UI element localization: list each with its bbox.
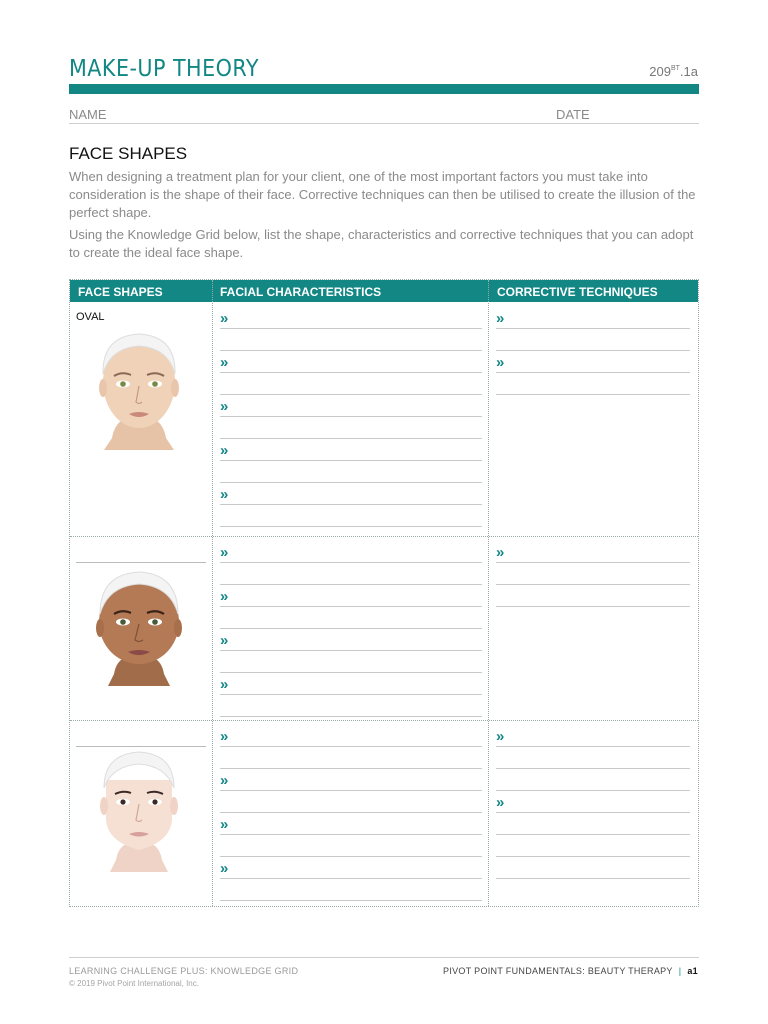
write-line[interactable] [496, 606, 690, 607]
date-label: DATE [556, 107, 590, 122]
write-line[interactable] [220, 606, 482, 607]
bullet-marker: » [220, 816, 229, 833]
name-date-row [69, 107, 699, 124]
dark-skin-face-illustration [94, 570, 184, 686]
write-line[interactable] [496, 856, 690, 857]
footer-separator: | [678, 966, 682, 976]
bullet-marker: » [496, 728, 505, 745]
write-line[interactable] [496, 746, 690, 747]
shape-name-oval: OVAL [76, 311, 105, 323]
write-line[interactable] [496, 768, 690, 769]
bullet-marker: » [220, 676, 229, 693]
write-line[interactable] [220, 672, 482, 673]
write-line[interactable] [220, 900, 482, 901]
row-divider [70, 720, 698, 721]
write-line[interactable] [220, 694, 482, 695]
write-line[interactable] [220, 878, 482, 879]
write-line[interactable] [220, 746, 482, 747]
write-line[interactable] [220, 504, 482, 505]
write-line[interactable] [220, 438, 482, 439]
page-code: $209^{BT}.1a$ [649, 64, 698, 79]
footer-right [443, 966, 698, 976]
bullet-marker: » [496, 544, 505, 561]
knowledge-grid [69, 279, 699, 907]
write-line[interactable] [220, 716, 482, 717]
row-divider [70, 536, 698, 537]
column-divider [488, 280, 489, 906]
write-line[interactable] [496, 394, 690, 395]
write-line[interactable] [496, 878, 690, 879]
write-line[interactable] [220, 328, 482, 329]
page-number: a1 [687, 966, 698, 976]
bullet-marker: » [496, 354, 505, 371]
bullet-marker: » [220, 310, 229, 327]
bullet-marker: » [220, 442, 229, 459]
write-line[interactable] [220, 650, 482, 651]
write-line[interactable] [220, 768, 482, 769]
write-line[interactable] [496, 372, 690, 373]
write-line[interactable] [220, 790, 482, 791]
footer-book-title: PIVOT POINT FUNDAMENTALS: BEAUTY THERAPY [443, 966, 673, 976]
header-bar [69, 84, 699, 94]
shape-name-line [76, 562, 206, 563]
write-line[interactable] [220, 584, 482, 585]
bullet-marker: » [220, 486, 229, 503]
write-line[interactable] [220, 628, 482, 629]
write-line[interactable] [496, 812, 690, 813]
write-line[interactable] [220, 834, 482, 835]
shape-name-line [76, 746, 206, 747]
intro-paragraph: When designing a treatment plan for your client, one of the most important factors you must take into consideration is the shape of their face. Corrective techniques can then be utilised to create the illusion of the perfect shape. [69, 169, 696, 220]
bullet-marker: » [220, 728, 229, 745]
column-divider [212, 280, 213, 906]
instructions-paragraph: Using the Knowledge Grid below, list the shape, characteristics and corrective techniques that you can adopt to create the ideal face shape. [69, 227, 694, 260]
write-line[interactable] [220, 562, 482, 563]
write-line[interactable] [220, 460, 482, 461]
write-line[interactable] [496, 350, 690, 351]
write-line[interactable] [220, 416, 482, 417]
write-line[interactable] [220, 482, 482, 483]
bullet-marker: » [220, 860, 229, 877]
write-line[interactable] [220, 526, 482, 527]
write-line[interactable] [220, 372, 482, 373]
header-facial-characteristics: FACIAL CHARACTERISTICS [220, 285, 382, 299]
write-line[interactable] [220, 350, 482, 351]
bullet-marker: » [496, 794, 505, 811]
bullet-marker: » [220, 632, 229, 649]
bullet-marker: » [220, 772, 229, 789]
bullet-marker: » [496, 310, 505, 327]
footer-left-text: LEARNING CHALLENGE PLUS: KNOWLEDGE GRID [69, 966, 299, 976]
name-label: NAME [69, 107, 107, 122]
light-skin-face-illustration [94, 330, 184, 450]
bullet-marker: » [220, 398, 229, 415]
write-line[interactable] [496, 562, 690, 563]
write-line[interactable] [496, 790, 690, 791]
bullet-marker: » [220, 354, 229, 371]
write-line[interactable] [496, 584, 690, 585]
section-heading: FACE SHAPES [69, 144, 188, 163]
header-corrective-techniques: CORRECTIVE TECHNIQUES [497, 285, 658, 299]
write-line[interactable] [496, 834, 690, 835]
write-line[interactable] [220, 812, 482, 813]
write-line[interactable] [220, 856, 482, 857]
write-line[interactable] [496, 328, 690, 329]
footer-divider [69, 957, 699, 958]
header-face-shapes: FACE SHAPES [78, 285, 163, 299]
pale-skin-face-illustration [94, 750, 184, 872]
write-line[interactable] [220, 394, 482, 395]
footer-copyright: © 2019 Pivot Point International, Inc. [69, 979, 199, 988]
bullet-marker: » [220, 588, 229, 605]
grid-header [70, 280, 698, 302]
page-title: MAKE-UP THEORY [69, 56, 259, 82]
bullet-marker: » [220, 544, 229, 561]
